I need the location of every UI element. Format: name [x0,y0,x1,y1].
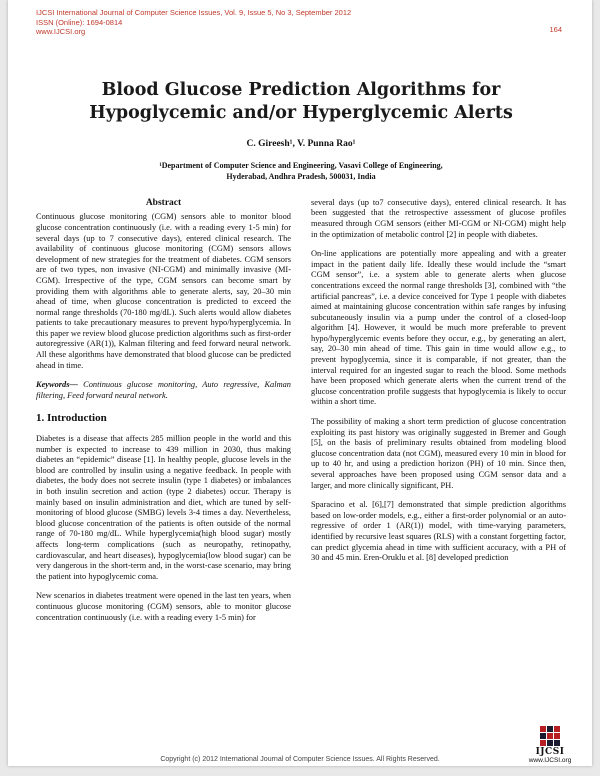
left-column [36,198,291,750]
paper-title: Blood Glucose Prediction Algorithms for Hypoglycemic and/or Hyperglycemic Alerts [89,79,513,124]
abstract-heading: Abstract [145,197,182,208]
right-paragraph-2: On-line applications are potentially more appealing and with a greater impact in the patient daily life. Ideally these would include the “smart CGM sensor”, i.e. a system able to generate alerts when glucose concentrations exceed the normal range thresholds [3], combined with “the artificial pancreas”, i.e. a device conceived for Type 1 people with diabetes aimed at maintaining glucose concentration within safe ranges by infusing subcutaneously insulin via a pump under the control of a closed-loop algorithm [4]. However, it would be much more preferable to prevent hypo/hyperglycemic events before they occur, e.g., by generating an alert, say, 20–30 min ahead of time. This gain in time would allow e.g., to prevent hypoglycemia, since it is comparable, if not greater, than the interval required for an ingested sugar to reach the blood. Some methods have been proposed which generate alerts when the current trend of the glucose concentration profile suggests that hypoglycemia is likely to occur within a short time. [311,249,566,407]
right-paragraph-1: several days (up to7 consecutive days), entered clinical research. It has been suggested that the retrospective assessment of glucose profiles measured through CGM sensors (either MI-CGM or NI-CGM) might help in the optimization of metabolic control [2] in people with diabetes. [311,197,566,239]
journal-url-link[interactable]: www.IJCSI.org [36,27,86,36]
keywords-line [36,380,291,401]
journal-issn: ISSN (Online): 1694-0814 [36,17,123,27]
affiliation-line2: Hyderabad, Andhra Pradesh, 500031, India [226,171,376,181]
affiliation-line1: ¹Department of Computer Science and Engineering, Vasavi College of Engineering, [159,160,443,170]
ijcsi-logo-squares [526,726,574,746]
abstract-text: Continuous glucose monitoring (CGM) sensors able to monitor blood glucose concentration continuously (i.e. with a reading every 1-5 min) for several days (up to 7 consecutive days), entered clinical research. The availability of continuous glucose monitoring (CGM) sensors allows development of new strategies for the treatment of diabetes. CGM sensors are of two types, non invasive (NI-CGM) and minimally invasive (MI-CGM). Irrespective of the type, CGM sensors can become smart by providing them with algorithms able to generate alerts, say, 20–30 min ahead of time, when glucose concentration is predicted to exceed the normal range thresholds (70-180 mg/dL). Such alerts would allow diabetes patients to take precautionary measures to prevent hypo/hyperglycemia. In this paper we review blood glucose prediction algorithms such as first-order autoregressive (AR(1)), Kalman filtering and feed forward neural network. All these algorithms have demonstrated that blood glucose can be predicted ahead in time. [36,212,291,370]
keywords-text: Continuous glucose monitoring, Auto regressive, Kalman filtering, Feed forward neural network. [36,380,291,400]
ijcsi-logo-url-link[interactable]: www.IJCSI.org [528,757,572,764]
keywords-label: Keywords— [36,380,78,390]
section-heading-introduction: 1. Introduction [36,412,107,425]
ijcsi-logo [526,726,574,765]
paper-page [8,0,592,766]
journal-header [36,8,566,37]
paper-authors: C. Gireesh¹, V. Punna Rao¹ [246,138,356,149]
paper-affiliation [36,160,566,182]
copyright-text: Copyright (c) 2012 International Journal of Computer Science Issues. All Rights Reserved. [160,756,440,763]
right-paragraph-4: Sparacino et al. [6],[7] demonstrated that simple prediction algorithms based on low-order models, e.g., either a first-order polynomial or an auto-regressive of order 1 (AR(1)) model, with time-varying parameters, identified by recursive least squares (RLS) with a constant forgetting factor, can predict glycemia ahead in time with sufficient accuracy, with a PH of 30 and 45 min. Eren-Oruklu et al. [8] developed prediction [311,500,566,563]
page-number: 164 [549,25,562,34]
ijcsi-logo-text: IJCSI [535,747,565,757]
intro-paragraph-1: Diabetes is a disease that affects 285 million people in the world and this number is expected to increase to 439 million in 2030, thus making diabetes an “epidemic” disease [1]. In healthy people, glucose levels in the blood are controlled by insulin using a negative feedback. In people with diabetes, the body does not secrete insulin (type 1 diabetes) or imbalances in both insulin secretion and action (type 2 diabetes) occur. Therapy is mainly based on insulin administration and diet, which are tuned by self-monitoring of blood glucose (SMBG) levels 3-4 times a day. Nevertheless, blood glucose concentration of the patients is often outside of the normal range of 70-180 mg/dL. While hyperglycemia(high blood sugar) mostly affects long-term complications (such as neuropathy, retinopathy, cardiovascular, and heart diseases), hypoglycemia(low blood sugar) can be very dangerous in the short-term and, in the worst-case scenario, may bring the patient into hypoglycemic coma. [36,434,291,581]
right-column [311,198,566,750]
right-paragraph-3: The possibility of making a short term prediction of glucose concentration exploiting its past history was originally suggested in Bremer and Gough [5], on the basis of preliminary results obtained from modeling blood glucose concentration data (not CGM), measured every 10 min in blood for up to 40 hr, and using a prediction horizon (PH) of 10 min. Since then, several approaches have been proposed using CGM sensor data and a larger, and more clinically significant, PH. [311,417,566,490]
journal-header-line1: IJCSI International Journal of Computer Science Issues, Vol. 9, Issue 5, No 3, September 2012 [36,8,352,17]
two-column-body [36,198,566,750]
intro-paragraph-2: New scenarios in diabetes treatment were opened in the last ten years, when continuous glucose monitoring (CGM) sensors, able to monitor glucose concentration continuously (i.e. with a reading every 1-5 min) for [36,591,291,622]
